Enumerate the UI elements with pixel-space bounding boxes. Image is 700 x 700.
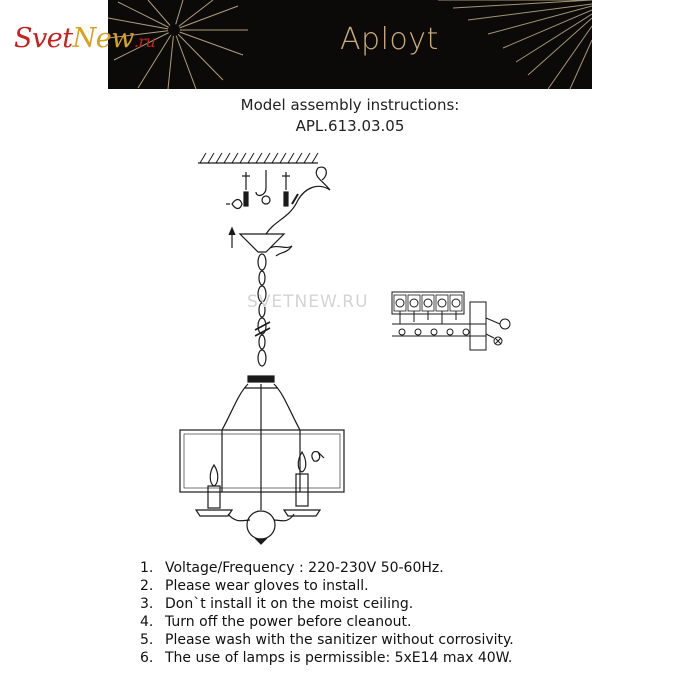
list-item xyxy=(140,559,514,577)
list-item xyxy=(140,631,514,649)
mounting-screws xyxy=(226,170,290,209)
wiring-schematic xyxy=(392,292,510,350)
list-item xyxy=(140,649,514,667)
list-item-text: The use of lamps is permissible: 5xE14 max 40W. xyxy=(165,650,513,666)
power-wire xyxy=(266,167,330,234)
logo-part-domain: .ru xyxy=(133,32,156,51)
logo-part-svet: Svet xyxy=(14,23,73,54)
brand-name: Aployt xyxy=(340,22,439,57)
list-item-text: Don`t install it on the moist ceiling. xyxy=(165,596,414,612)
instructions-list xyxy=(140,559,514,667)
list-item-number: 4. xyxy=(140,614,154,630)
ceiling-hatch xyxy=(198,153,318,163)
logo-part-new: New xyxy=(72,23,134,54)
list-item xyxy=(140,595,514,613)
svetnew-logo xyxy=(14,14,194,64)
list-item-number: 6. xyxy=(140,650,154,666)
model-number: APL.613.03.05 xyxy=(295,117,405,135)
list-item-number: 2. xyxy=(140,578,154,594)
assembly-diagram xyxy=(0,140,700,550)
candle-bulb-left xyxy=(196,465,232,516)
list-item-text: Please wear gloves to install. xyxy=(165,578,369,594)
list-item-text: Please wash with the sanitizer without corrosivity. xyxy=(165,632,514,648)
ceiling-canopy xyxy=(240,234,284,252)
list-item-number: 1. xyxy=(140,560,154,576)
site-watermark-text: SVETNEW.RU xyxy=(247,292,369,312)
center-sphere xyxy=(247,511,275,539)
screwdriver-icon xyxy=(312,452,324,462)
lamp-shade xyxy=(180,430,344,492)
list-item xyxy=(140,613,514,631)
list-item xyxy=(140,577,514,595)
list-item-number: 5. xyxy=(140,632,154,648)
list-item-text: Voltage/Frequency : 220-230V 50-60Hz. xyxy=(165,560,444,576)
list-item-text: Turn off the power before cleanout. xyxy=(165,614,412,630)
list-item-number: 3. xyxy=(140,596,154,612)
instructions-title: Model assembly instructions: xyxy=(240,96,460,114)
